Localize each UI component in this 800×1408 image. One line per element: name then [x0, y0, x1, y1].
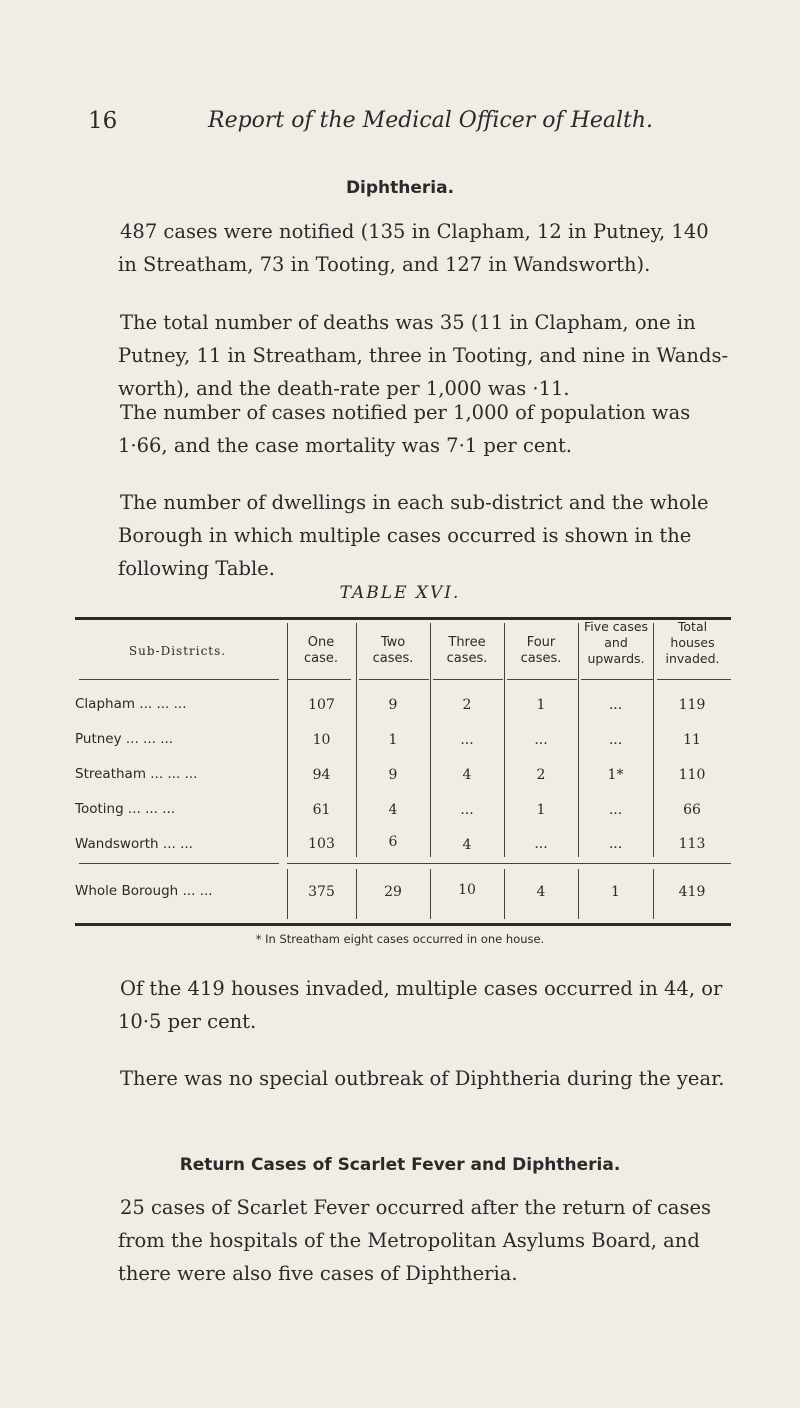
cell-four: 1	[536, 697, 546, 713]
cell-two: 9	[388, 767, 398, 783]
paragraph-houses-invaded: Of the 419 houses invaded, multiple cases occurred in 44, or 10·5 per cent.	[118, 977, 723, 1033]
header-underline	[657, 679, 731, 680]
paragraph-rates: The number of cases notified per 1,000 of population was 1·66, and the case mortality was 7·1 per cent.	[118, 401, 691, 457]
cell-three: 4	[462, 767, 472, 783]
section-heading-diphtheria: Diphtheria.	[345, 178, 455, 198]
row-label: Wandsworth ... ...	[75, 836, 193, 852]
running-title: Report of the Medical Officer of Health.	[208, 108, 654, 133]
header-two-cases: Two cases.	[372, 635, 414, 666]
header-underline	[433, 679, 503, 680]
cell-three: ...	[460, 802, 474, 818]
header-three-cases: Three cases.	[446, 635, 488, 666]
cell-five: ...	[608, 732, 623, 748]
table-bottom-rule	[75, 923, 731, 926]
cell-total: 11	[683, 732, 701, 748]
cell-two: 4	[388, 802, 398, 818]
header-one-case: One case.	[303, 635, 339, 666]
row-label: Whole Borough ... ...	[75, 883, 213, 899]
cell-one: 103	[308, 836, 335, 852]
header-total-houses: Total houses invaded.	[665, 619, 720, 666]
paragraph-no-outbreak: There was no special outbreak of Diphtheria during the year.	[120, 1067, 725, 1090]
header-underline	[581, 679, 653, 680]
section-heading-return-cases: Return Cases of Scarlet Fever and Diphtheria.	[179, 1155, 621, 1175]
cell-total: 113	[678, 836, 706, 852]
total-separator	[287, 863, 731, 864]
cell-one: 107	[308, 697, 335, 713]
cell-four: 2	[536, 767, 546, 783]
page-header	[88, 108, 728, 142]
cell-three: 4	[462, 837, 472, 853]
paragraph-table-intro: The number of dwellings in each sub-district and the whole Borough in which multiple cases occurred is shown in the following Table.	[118, 491, 709, 580]
cell-total: 419	[678, 884, 706, 900]
cell-total: 66	[683, 802, 701, 818]
cell-total: 110	[678, 767, 706, 783]
cell-four: ...	[534, 836, 548, 852]
multiple-cases-table	[75, 617, 731, 927]
cell-four: 1	[536, 802, 546, 818]
cell-one: 10	[312, 732, 331, 748]
cell-five: 1	[611, 884, 620, 900]
cell-one: 375	[308, 884, 335, 900]
header-underline	[79, 679, 279, 680]
page-number: 16	[88, 108, 118, 134]
cell-four: 4	[536, 884, 546, 900]
cell-four: ...	[534, 732, 548, 748]
cell-two: 1	[388, 732, 398, 748]
header-underline	[507, 679, 577, 680]
row-label: Streatham ... ... ...	[75, 766, 198, 782]
header-four-cases: Four cases.	[520, 635, 562, 666]
cell-five: ...	[608, 697, 623, 713]
table-title: TABLE XVI.	[339, 583, 461, 603]
cell-total: 119	[678, 697, 706, 713]
header-underline	[287, 679, 351, 680]
cell-five: 1*	[607, 767, 624, 783]
row-label: Tooting ... ... ...	[75, 801, 176, 817]
header-five-cases: Five cases and upwards.	[583, 619, 649, 666]
cell-five: ...	[608, 802, 623, 818]
header-sub-districts: Sub-Districts.	[128, 644, 227, 658]
cell-three: ...	[460, 732, 474, 748]
cell-five: ...	[608, 836, 623, 852]
cell-two: 9	[388, 697, 398, 713]
cell-three: 10	[458, 882, 476, 898]
table-footnote: * In Streatham eight cases occurred in one house.	[255, 932, 545, 946]
total-separator	[79, 863, 279, 864]
paragraph-deaths: The total number of deaths was 35 (11 in Clapham, one in Putney, 11 in Streatham, three in Tooting, and nine in Wands-worth), and the death-rate per 1,000 was ·11.	[118, 311, 729, 400]
cell-three: 2	[462, 697, 472, 713]
paragraph-cases-notified: 487 cases were notified (135 in Clapham, 12 in Putney, 140 in Streatham, 73 in Tooting, and 127 in Wandsworth).	[118, 220, 709, 276]
cell-one: 61	[312, 802, 331, 818]
cell-one: 94	[312, 767, 331, 783]
row-label: Putney ... ... ...	[75, 731, 174, 747]
row-label: Clapham ... ... ...	[75, 696, 187, 712]
cell-two: 6	[388, 834, 398, 850]
header-underline	[359, 679, 429, 680]
paragraph-return-cases: 25 cases of Scarlet Fever occurred after the return of cases from the hospitals of the Metropolitan Asylums Board, and there were also five cases of Diphtheria.	[118, 1196, 712, 1285]
cell-two: 29	[384, 884, 402, 900]
